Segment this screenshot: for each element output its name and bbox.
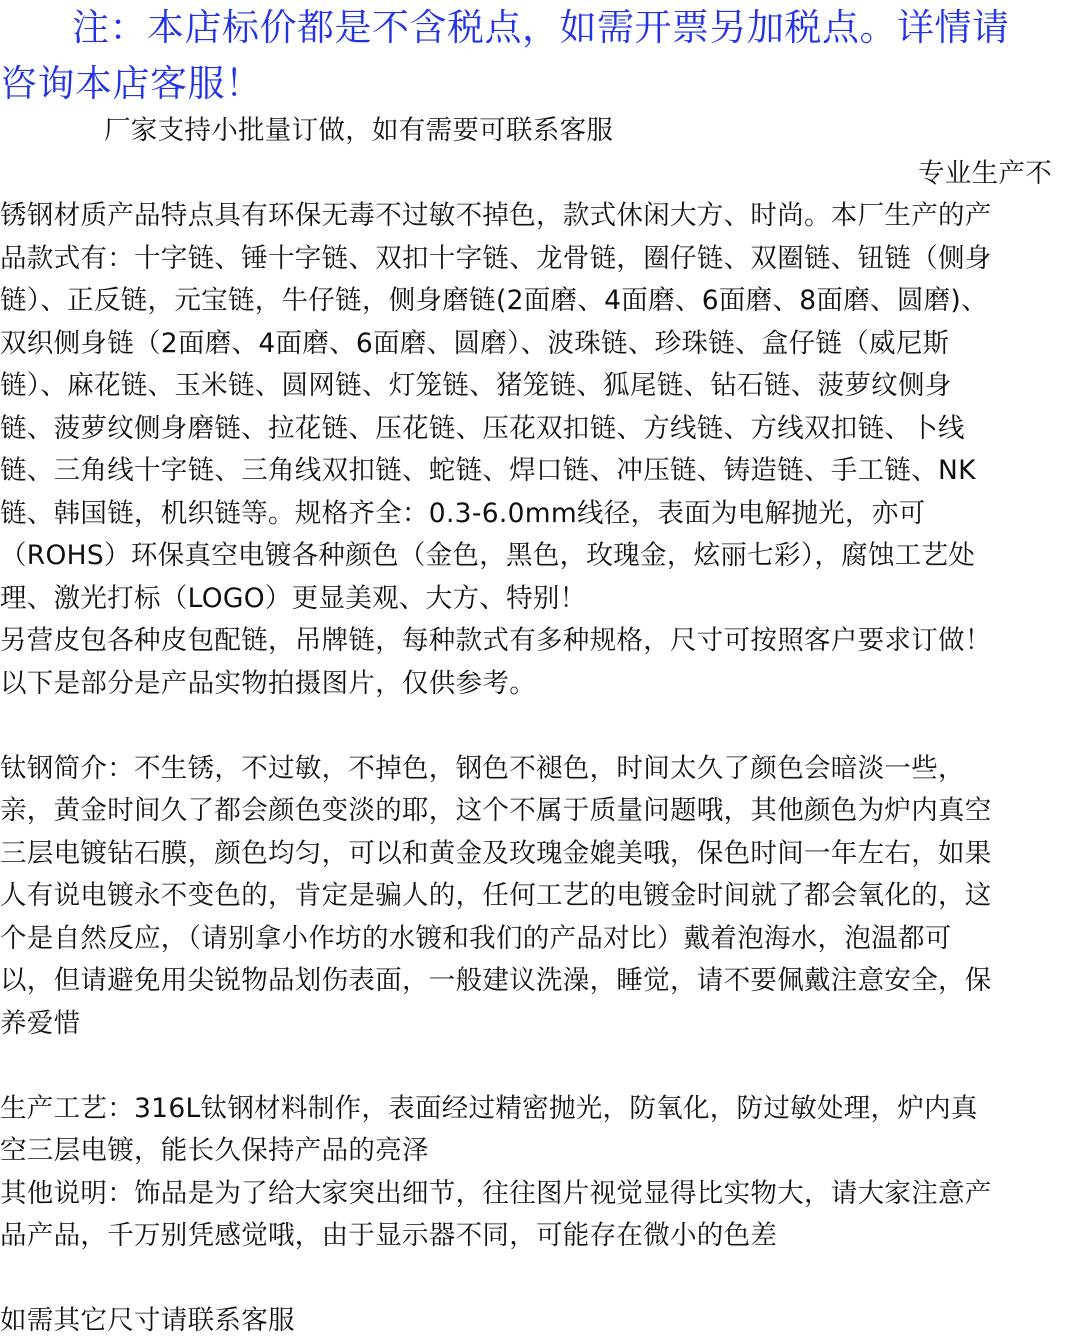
titanium-line: 个是自然反应，（请别拿小作坊的水镀和我们的产品对比）戴着泡海水，泡温都可 <box>0 922 952 954</box>
titanium-line: 养爱惜 <box>0 1007 81 1039</box>
titanium-line: 人有说电镀永不变色的，肯定是骗人的，任何工艺的电镀金时间就了都会氧化的，这 <box>0 880 992 911</box>
custom-order-note: 厂家支持小批量订做，如有需要可联系客服 <box>104 115 614 146</box>
titanium-line: 以，但请避免用尖锐物品划伤表面，一般建议洗澡，睡觉，请不要佩戴注意安全，保 <box>0 965 992 996</box>
process-line: 生产工艺：316L钛钢材料制作，表面经过精密抛光，防氧化，防过敏处理，炉内真 <box>0 1092 978 1124</box>
spacer <box>0 1258 1078 1301</box>
notice-line-1: 注：本店标价都是不含税点，如需开票另加税点。详情请 <box>72 6 1010 49</box>
intro-line: 链、韩国链，机织链等。规格齐全：0.3-6.0mm线径，表面为电解抛光，亦可 <box>0 497 926 529</box>
intro-line: 链）、麻花链、玉米链、圆网链、灯笼链、猪笼链、狐尾链、钻石链、菠萝纹侧身 <box>0 370 952 401</box>
process-line: 其他说明：饰品是为了给大家突出细节，往往图片视觉显得比实物大，请大家注意产 <box>0 1177 992 1209</box>
titanium-line: 亲，黄金时间久了都会颜色变淡的耶，这个不属于质量问题哦，其他颜色为炉内真空 <box>0 795 992 826</box>
intro-line: 链）、正反链，元宝链，牛仔链，侧身磨链(2面磨、4面磨、6面磨、8面磨、圆磨)、 <box>0 285 988 316</box>
intro-line: 锈钢材质产品特点具有环保无毒不过敏不掉色，款式休闲大方、时尚。本厂生产的产 <box>0 200 992 231</box>
spacer <box>0 1045 1078 1088</box>
spacer <box>0 705 1078 748</box>
description-block <box>0 110 1078 1343</box>
notice-banner <box>0 0 1078 112</box>
intro-line: 链、菠萝纹侧身磨链、拉花链、压花链、压花双扣链、方线链、方线双扣链、卜线 <box>0 412 965 444</box>
notice-line-2: 咨询本店客服！ <box>0 62 263 105</box>
intro-line: 专业生产不 <box>918 157 1052 189</box>
intro-line: 以下是部分是产品实物拍摄图片，仅供参考。 <box>0 667 536 699</box>
process-line: 空三层电镀，能长久保持产品的亮泽 <box>0 1135 429 1166</box>
intro-line: 另营皮包各种皮包配链，吊牌链，每种款式有多种规格，尺寸可按照客户要求订做！ <box>0 625 992 656</box>
intro-line: （ROHS）环保真空电镀各种颜色（金色，黑色，玫瑰金，炫丽七彩），腐蚀工艺处 <box>0 540 976 571</box>
intro-line: 品款式有：十字链、锤十字链、双扣十字链、龙骨链，圈仔链、双圈链、钮链（侧身 <box>0 242 992 274</box>
intro-line: 双织侧身链（2面磨、4面磨、6面磨、圆磨）、波珠链、珍珠链、盒仔链（威尼斯 <box>0 327 950 359</box>
process-line: 品产品，千万别凭感觉哦，由于显示器不同，可能存在微小的色差 <box>0 1220 778 1251</box>
titanium-line: 三层电镀钻石膜，颜色均匀，可以和黄金及玫瑰金媲美哦，保色时间一年左右，如果 <box>0 837 992 869</box>
titanium-line: 钛钢简介：不生锈，不过敏，不掉色，钢色不褪色，时间太久了颜色会暗淡一些， <box>0 752 965 784</box>
contact-note: 如需其它尺寸请联系客服 <box>0 1305 295 1336</box>
intro-line: 理、激光打标（LOGO）更显美观、大方、特别！ <box>0 582 587 614</box>
intro-line: 链、三角线十字链、三角线双扣链、蛇链、焊口链、冲压链、铸造链、手工链、NK <box>0 455 976 486</box>
